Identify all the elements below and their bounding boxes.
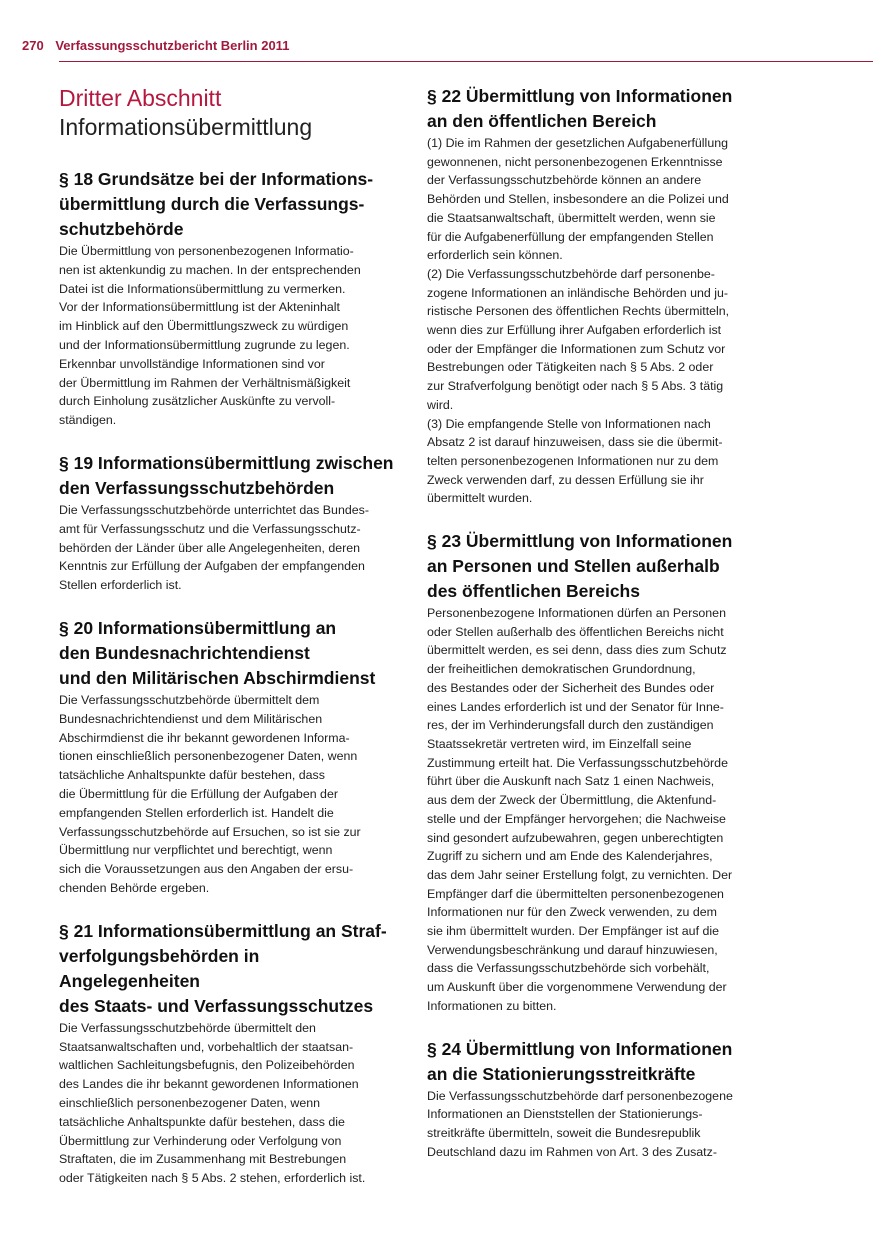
right-column: [427, 84, 767, 1182]
section-24-body: Die Verfassungsschutzbehörde darf personenbezogene Informationen an Dienststellen der Stationierungs- streitkräfte übermitteln, soweit die Bundesrepublik Deutschland dazu im Rahmen von Art. 3 des Zusatz-: [427, 1088, 733, 1159]
section-18-title: § 18 Grundsätze bei der Informations- übermittlung durch die Verfassungs- schutzbehörde: [59, 169, 374, 239]
section-22-title: § 22 Übermittlung von Informationen an den öffentlichen Bereich: [427, 86, 733, 131]
section-21-title: § 21 Informationsübermittlung an Straf- verfolgungsbehörden in Angelegenheiten des Staats- und Verfassungsschutzes: [59, 920, 387, 1016]
running-title: Verfassungsschutzbericht Berlin 2011: [55, 38, 290, 53]
section-19-title: § 19 Informationsübermittlung zwischen den Verfassungsschutzbehörden: [59, 452, 394, 498]
chapter-title: Informationsübermittlung: [59, 114, 313, 140]
section-23-title: § 23 Übermittlung von Informationen an Personen und Stellen außerhalb des öffentlichen Bereichs: [427, 531, 733, 602]
header-rule: [59, 61, 873, 62]
section-20-title: § 20 Informationsübermittlung an den Bundesnachrichtendienst und den Militärischen Abschirmdienst: [59, 617, 376, 688]
section-23-body: Personenbezogene Informationen dürfen an Personen oder Stellen außerhalb des öffentlichen Bereichs nicht übermittelt werden, es sei denn, dass dies zum Schutz der freiheitlichen demokratischen Grundordnung, des Bestandes oder der Sicherheit des Bundes oder eines Landes erforderlich ist und der Senator für Inne- res, der im Verhinderungsfall durch den zuständigen Staatssekretär vertreten wird, im Einzelfall seine Zustimmung erteilt hat. Die Verfassungsschutzbehörde führt über die Auskunft nach Satz 1 einen Nachweis, aus dem der Zweck der Übermittlung, die Aktenfund- stelle und der Empfänger hervorgehen; die Nachweise sind gesondert aufzubewahren, gegen unberechtigten Zugriff zu sichern und am Ende des Kalenderjahres, das dem Jahr seiner Erstellung folgt, zu vernichten. Der Empfänger darf die übermittelten personenbezogenen Informationen nur für den Zweck verwenden, zu dem sie ihm übermittelt wurden. Der Empfänger ist auf die Verwendungsbeschränkung und darauf hinzuwiesen, dass die Verfassungsschutzbehörde sich vorbehält, um Auskunft über die vorgenommene Verwendung der Informationen zu bitten.: [427, 606, 733, 1013]
section-19-body: Die Verfassungsschutzbehörde unterrichtet das Bundes- amt für Verfassungsschutz und die Verfassungsschutz- behörden der Länder über alle Angelegenheiten, deren Kenntnis zur Erfüllung der Aufgaben der empfangenden Stellen erforderlich ist.: [59, 502, 369, 593]
chapter-label: Dritter Abschnitt: [59, 85, 222, 111]
section-21-body: Die Verfassungsschutzbehörde übermittelt den Staatsanwaltschaften und, vorbehaltlich der staatsan- waltlichen Sachleitungsbefugnis, den Polizeibehörden des Landes die ihr bekannt gewordenen Informationen einschließlich personenbezogener Daten, wenn tatsächliche Anhaltspunkte dafür bestehen, dass die Übermittlung zur Verhinderung oder Verfolgung von Straftaten, die im Zusammenhang mit Bestrebungen oder Tätigkeiten nach § 5 Abs. 2 stehen, erforderlich ist.: [59, 1020, 366, 1186]
section-22-body: (1) Die im Rahmen der gesetzlichen Aufgabenerfüllung gewonnenen, nicht personenbezogenen Erkenntnisse der Verfassungsschutzbehörde können an andere Behörden und Stellen, insbesondere an die Polizei und die Staatsanwaltschaft, übermittelt werden, wenn sie für die Aufgabenerfüllung der empfangenden Stellen erforderlich sein können. (2) Die Verfassungsschutzbehörde darf personenbe- zogene Informationen an inländische Behörden und ju- ristische Personen des öffentlichen Rechts übermitteln, wenn dies zur Erfüllung ihrer Aufgaben erforderlich ist oder der Empfänger die Informationen zum Schutz vor Bestrebungen oder Tätigkeiten nach § 5 Abs. 2 oder zur Strafverfolgung benötigt oder nach § 5 Abs. 3 tätig wird. (3) Die empfangende Stelle von Informationen nach Absatz 2 ist darauf hinzuweisen, dass sie die übermit- telten personenbezogenen Informationen nur zu dem Zweck verwenden darf, zu dessen Erfüllung sie ihr übermittelt wurden.: [427, 136, 730, 506]
section-24-title: § 24 Übermittlung von Informationen an die Stationierungsstreitkräfte: [427, 1038, 733, 1084]
section-18-body: Die Übermittlung von personenbezogenen Informatio- nen ist aktenkundig zu machen. In der entsprechenden Datei ist die Informationsübermittlung zu vermerken. Vor der Informationsübermittlung ist der Akteninhalt im Hinblick auf den Übermittlungszweck zu würdigen und der Informationsübermittlung zugrunde zu legen. Erkennbar unvollständige Informationen sind vor der Übermittlung im Rahmen der Verhältnismäßigkeit durch Einholung zusätzlicher Auskünfte zu vervoll- ständigen.: [59, 244, 361, 428]
section-20-body: Die Verfassungsschutzbehörde übermittelt dem Bundesnachrichtendienst und dem Militärischen Abschirmdienst die ihr bekannt gewordenen Informa- tionen einschließlich personenbezogener Daten, wenn tatsächliche Anhaltspunkte dafür bestehen, dass die Übermittlung für die Erfüllung der Aufgaben der empfangenden Stellen erforderlich ist. Handelt die Verfassungsschutzbehörde auf Ersuchen, so ist sie zur Übermittlung nur verpflichtet und berechtigt, wenn sich die Voraussetzungen aus den Angaben der ersu- chenden Behörde ergeben.: [59, 692, 361, 895]
left-column: [59, 84, 399, 1209]
page-header: [22, 38, 873, 64]
page-number: 270: [22, 38, 44, 53]
